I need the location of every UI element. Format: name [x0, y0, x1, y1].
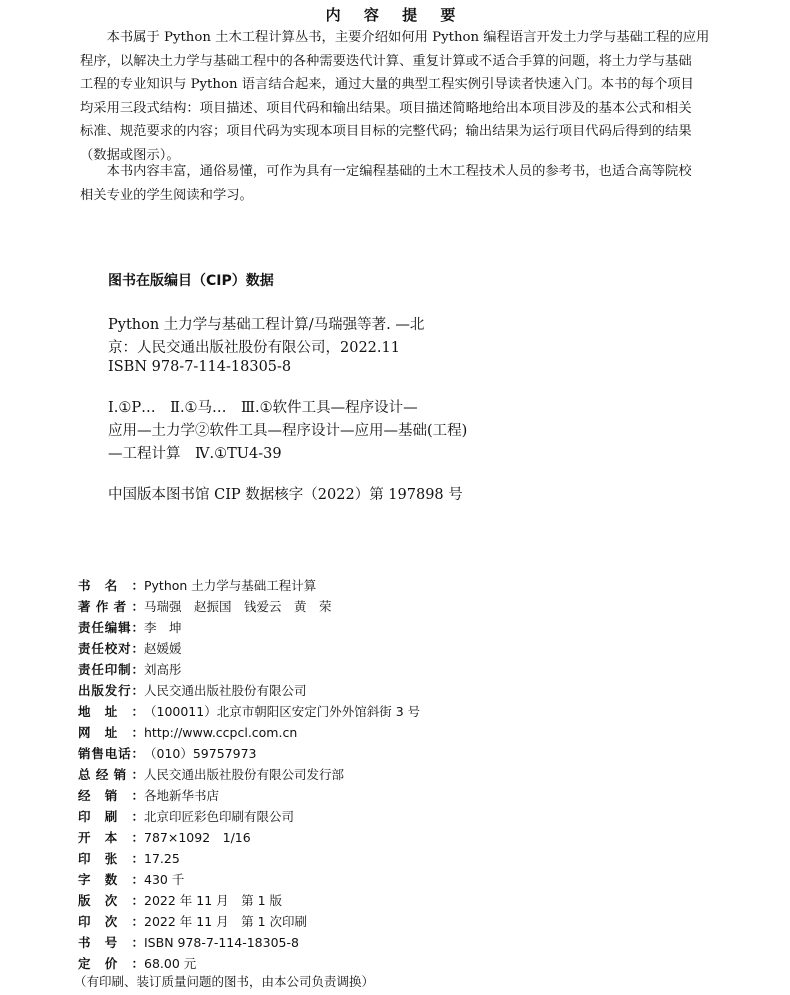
summary-line: （数据或图示）。: [80, 147, 180, 163]
summary-line: 工程的专业知识与 Python 语言结合起来，通过大量的典型工程实例引导读者快速入门。本书的每个项目: [80, 77, 694, 93]
cip-line: —工程计算 Ⅳ.①TU4-39: [108, 446, 282, 462]
colophon-value: 787×1092 1/16: [144, 830, 251, 845]
colophon-label: 责任编辑：: [78, 620, 144, 635]
summary-line: 本书属于 Python 土木工程计算丛书，主要介绍如何用 Python 编程语言开发土力学与基础工程的应用: [80, 30, 710, 45]
colophon-label: 印次：: [78, 914, 144, 929]
colophon-row: [78, 702, 420, 720]
colophon-value: 人民交通出版社股份有限公司发行部: [144, 767, 345, 782]
colophon-row: [78, 723, 297, 741]
colophon-row: [78, 912, 307, 930]
colophon-value: 马瑞强 赵振国 钱爱云 黄 荣: [144, 599, 332, 614]
colophon-label: 字数：: [78, 872, 144, 887]
colophon-label: 印张：: [78, 851, 144, 866]
colophon-label: 出版发行：: [78, 683, 144, 698]
colophon-value: http://www.ccpcl.com.cn: [144, 725, 298, 740]
colophon-value: 刘高彤: [144, 662, 182, 677]
cip-data-number: 中国版本图书馆 CIP 数据核字（2022）第 197898 号: [108, 487, 463, 503]
colophon-row: [78, 807, 294, 825]
colophon-row: [78, 618, 182, 636]
colophon-value: 17.25: [144, 851, 180, 866]
summary-line: 程序，以解决土力学与基础工程中的各种需要迭代计算、重复计算或不适合手算的问题，将土力学与基础: [80, 53, 692, 69]
colophon-label: 定价：: [78, 956, 144, 971]
colophon-label: 版次：: [78, 893, 144, 908]
summary-paragraph-2: [80, 160, 736, 207]
cip-line: 京：人民交通出版社股份有限公司，2022.11: [108, 340, 400, 356]
colophon-value: 2022 年 11 月 第 1 次印刷: [144, 914, 308, 929]
colophon-value: 人民交通出版社股份有限公司: [144, 683, 307, 698]
colophon-row: [78, 786, 219, 804]
colophon-row: [78, 828, 251, 846]
colophon-row: [78, 744, 256, 762]
colophon-value: Python 土力学与基础工程计算: [144, 578, 317, 593]
cip-line: ISBN 978-7-114-18305-8: [108, 359, 292, 375]
colophon-row: [78, 576, 316, 594]
cip-line: Python 土力学与基础工程计算/马瑞强等著. —北: [108, 317, 425, 333]
colophon-value: 430 千: [144, 872, 185, 887]
colophon-label: 经销：: [78, 788, 144, 803]
summary-line: 本书内容丰富，通俗易懂，可作为具有一定编程基础的土木工程技术人员的参考书，也适合高等院校: [80, 164, 692, 179]
colophon-label: 责任校对：: [78, 641, 144, 656]
colophon-row: [78, 681, 307, 699]
colophon-label: 总经销：: [78, 767, 144, 782]
colophon-row: [78, 954, 196, 972]
summary-title: 内 容 提 要: [325, 6, 465, 24]
colophon-label: 开本：: [78, 830, 144, 845]
cip-line: 应用—土力学②软件工具—程序设计—应用—基础(工程): [108, 423, 468, 439]
cip-heading: 图书在版编目（CIP）数据: [108, 273, 274, 289]
colophon-row: [78, 933, 299, 951]
colophon-label: 印刷：: [78, 809, 144, 824]
summary-line: 均采用三段式结构：项目描述、项目代码和输出结果。项目描述简略地给出本项目涉及的基本公式和相关: [80, 100, 692, 116]
colophon-value: 2022 年 11 月 第 1 版: [144, 893, 283, 908]
colophon-label: 书名：: [78, 578, 144, 593]
colophon-row: [78, 597, 332, 615]
cip-line: Ⅰ.①P… Ⅱ.①马… Ⅲ.①软件工具—程序设计—: [108, 400, 418, 416]
colophon-row: [78, 639, 182, 657]
colophon-label: 销售电话：: [78, 746, 144, 761]
colophon-value: 北京印匠彩色印刷有限公司: [144, 809, 295, 824]
colophon-row: [78, 660, 182, 678]
colophon-label: 地址：: [78, 704, 144, 719]
summary-line: 相关专业的学生阅读和学习。: [80, 187, 253, 203]
colophon-value: ISBN 978-7-114-18305-8: [144, 935, 299, 950]
colophon-row: [78, 849, 180, 867]
colophon-label: 网址：: [78, 725, 144, 740]
colophon-row: [78, 765, 344, 783]
colophon-label: 责任印制：: [78, 662, 144, 677]
colophon-value: 李 坤: [144, 620, 182, 635]
colophon-value: 68.00 元: [144, 956, 197, 971]
colophon-value: 赵媛媛: [144, 641, 182, 656]
colophon-value: （100011）北京市朝阳区安定门外外馆斜街 3 号: [144, 704, 421, 719]
colophon-value: 各地新华书店: [144, 788, 220, 803]
quality-note: （有印刷、装订质量问题的图书，由本公司负责调换）: [74, 974, 375, 989]
summary-paragraph-1: [80, 26, 736, 168]
colophon-row: [78, 891, 282, 909]
colophon-value: （010）59757973: [144, 746, 257, 761]
colophon-row: [78, 870, 184, 888]
summary-line: 标准、规范要求的内容；项目代码为实现本项目目标的完整代码；输出结果为运行项目代码后得到的结果: [80, 124, 692, 140]
colophon-label: 著作者：: [78, 599, 144, 614]
colophon-label: 书号：: [78, 935, 144, 950]
